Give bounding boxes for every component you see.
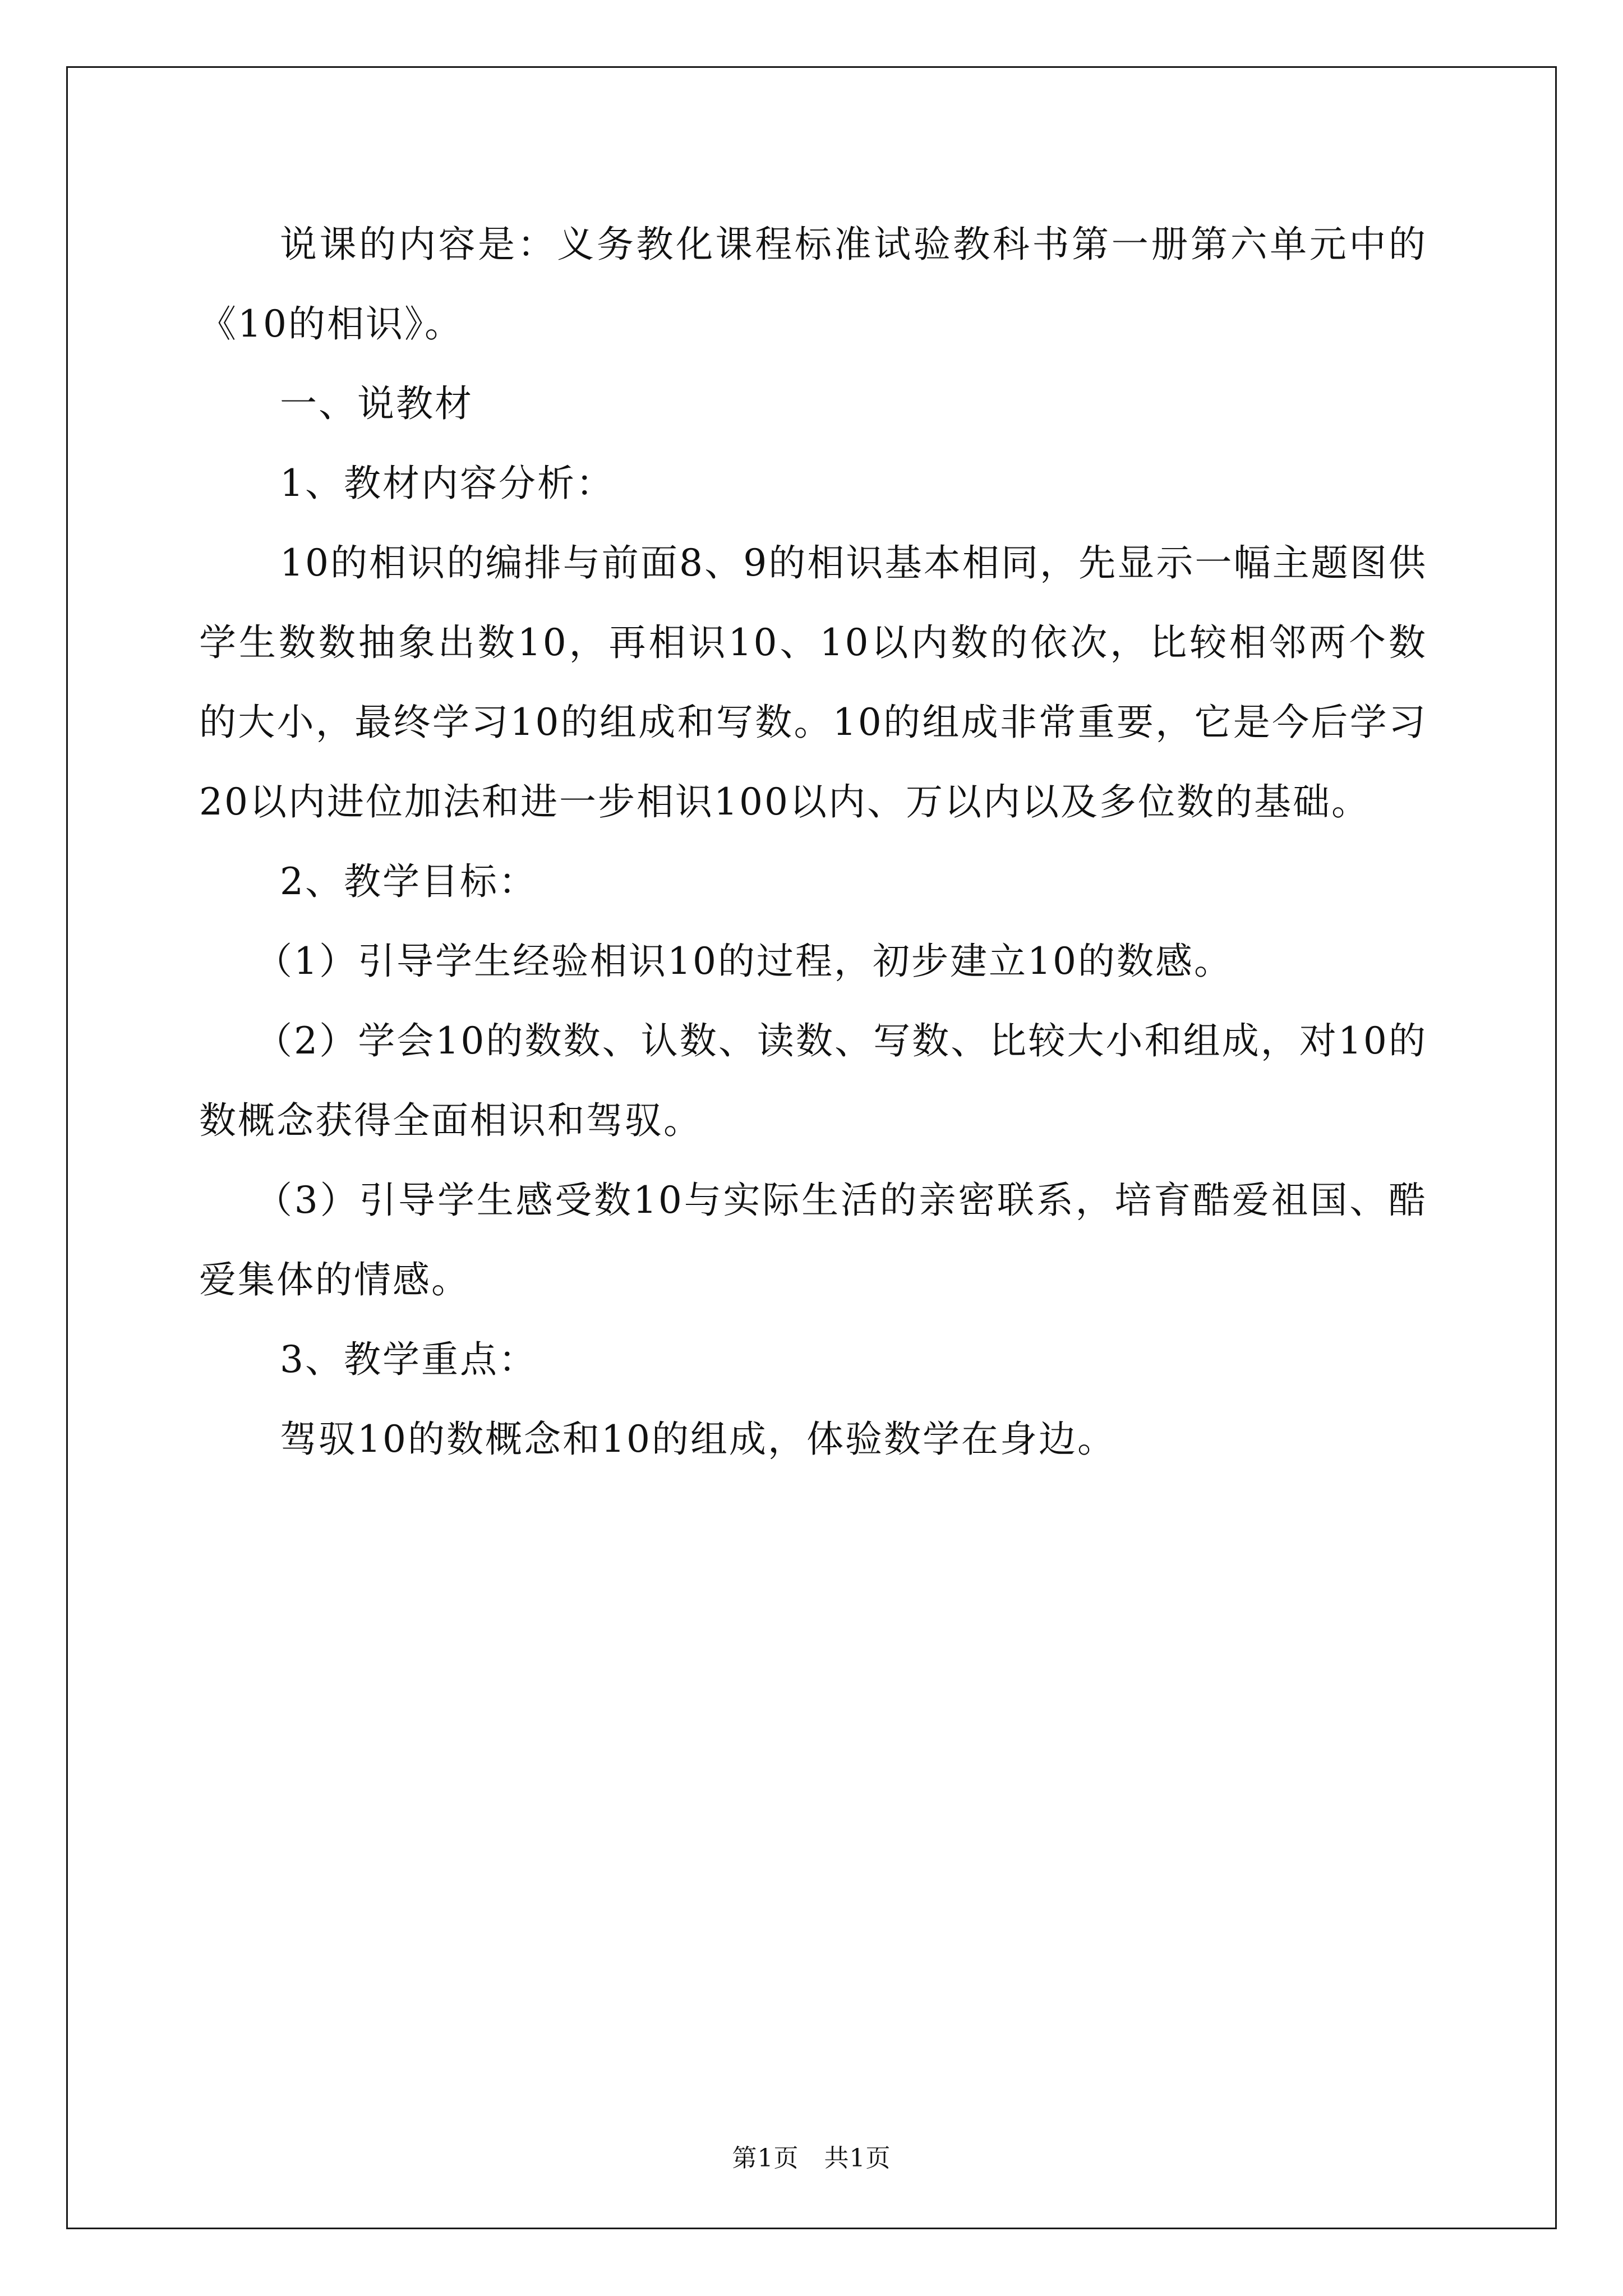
page-number-current: 第1页	[732, 2144, 799, 2173]
goal-item-1: （1）引导学生经验相识10的过程，初步建立10的数感。	[255, 940, 1233, 983]
page-number-total: 共1页	[824, 2144, 891, 2173]
goal-item-3: （3）引导学生感受数10与实际生活的亲密联系，培育酷爱祖国、酷爱集体的情感。	[199, 1179, 1427, 1301]
heading-textbook: 一、说教材	[280, 382, 473, 425]
page-footer	[0, 2142, 1623, 2175]
paragraph-content-analysis: 10的相识的编排与前面8、9的相识基本相同，先显示一幅主题图供学生数数抽象出数10，再相识10、10以内数的依次，比较相邻两个数的大小，最终学习10的组成和写数。10的组成非常重要，它是今后学习20以内进位加法和进一步相识100以内、万以内以及多位数的基础。	[199, 541, 1427, 823]
document-body	[199, 205, 1427, 1479]
heading-content-analysis: 1、教材内容分析：	[280, 462, 615, 505]
paragraph-intro: 说课的内容是：义务教化课程标准试验教科书第一册第六单元中的《10的相识》。	[199, 223, 1427, 346]
heading-teaching-focus: 3、教学重点：	[280, 1338, 537, 1381]
heading-teaching-goals: 2、教学目标：	[280, 860, 537, 903]
paragraph-teaching-focus: 驾驭10的数概念和10的组成，体验数学在身边。	[280, 1418, 1116, 1461]
goal-item-2: （2）学会10的数数、认数、读数、写数、比较大小和组成，对10的数概念获得全面相识和驾驭。	[199, 1019, 1427, 1142]
